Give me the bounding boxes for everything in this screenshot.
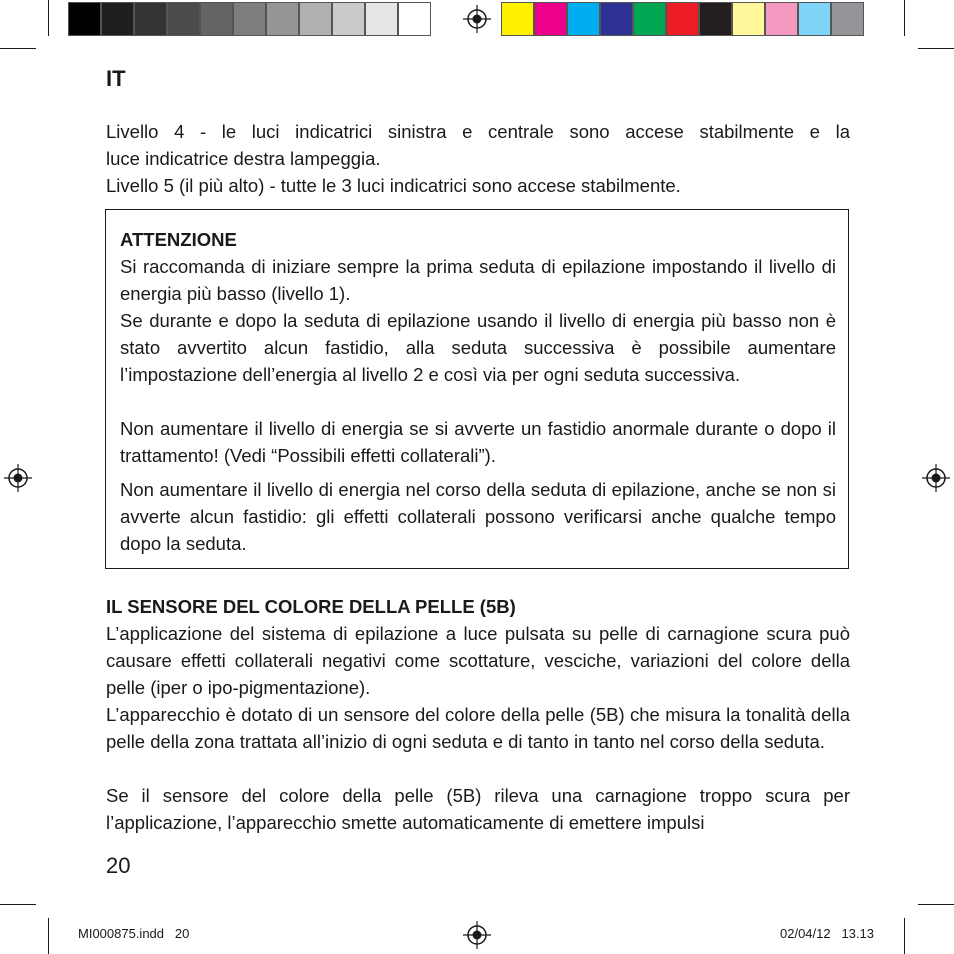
color-swatch xyxy=(534,2,567,36)
crop-mark xyxy=(0,48,36,49)
color-swatch xyxy=(68,2,101,36)
color-swatch xyxy=(299,2,332,36)
intro-line-3: Livello 5 (il più alto) - tutte le 3 luci indicatrici sono accese stabilmente. xyxy=(106,175,681,196)
page-number: 20 xyxy=(106,853,131,878)
warning-paragraph: Non aumentare il livello di energia se si avverte un fastidio anormale durante o dopo il trattamento! (Vedi “Possibili effetti collaterali”). xyxy=(120,418,836,466)
language-label: IT xyxy=(106,66,126,91)
color-swatch xyxy=(233,2,266,36)
section-paragraph: Se il sensore del colore della pelle (5B) rileva una carnagione troppo scura per l’applicazione, l’apparecchio smette automaticamente di emettere impulsi xyxy=(106,785,850,833)
warning-paragraph: Si raccomanda di iniziare sempre la prima seduta di epilazione impostando il livello di energia più basso (livello 1). xyxy=(120,256,836,304)
color-swatch xyxy=(633,2,666,36)
color-swatch xyxy=(600,2,633,36)
color-swatch xyxy=(567,2,600,36)
section-paragraph: L’applicazione del sistema di epilazione a luce pulsata su pelle di carnagione scura può causare effetti collaterali negativi come scottature, vesciche, variazioni del colore della pelle (iper o ipo-pigmentazione). xyxy=(106,623,850,698)
date-time-slug: 02/04/12 13.13 xyxy=(780,926,874,941)
color-swatch xyxy=(699,2,732,36)
crop-mark xyxy=(48,918,49,954)
color-swatch xyxy=(200,2,233,36)
color-swatch xyxy=(732,2,765,36)
grayscale-bar xyxy=(68,2,431,36)
warning-paragraph: Non aumentare il livello di energia nel corso della seduta di epilazione, anche se non si avverte alcun fastidio: gli effetti collaterali possono verificarsi anche qualche tempo dopo la seduta. xyxy=(120,479,836,554)
registration-mark-icon xyxy=(463,5,491,33)
color-swatch xyxy=(666,2,699,36)
warning-box xyxy=(105,209,849,569)
color-swatch xyxy=(501,2,534,36)
crop-mark xyxy=(0,904,36,905)
crop-mark xyxy=(918,48,954,49)
registration-mark-icon xyxy=(4,464,32,492)
color-swatch xyxy=(332,2,365,36)
intro-line-2: luce indicatrice destra lampeggia. xyxy=(106,148,381,169)
color-swatch xyxy=(798,2,831,36)
color-swatch xyxy=(831,2,864,36)
color-swatch xyxy=(167,2,200,36)
color-swatch xyxy=(365,2,398,36)
crop-mark xyxy=(904,0,905,36)
color-swatch xyxy=(101,2,134,36)
crop-mark xyxy=(48,0,49,36)
intro-line-1: Livello 4 - le luci indicatrici sinistra e centrale sono accese stabilmente e la xyxy=(106,121,850,142)
crop-mark xyxy=(904,918,905,954)
color-swatch xyxy=(765,2,798,36)
color-swatch xyxy=(398,2,431,36)
warning-title: ATTENZIONE xyxy=(120,229,237,250)
warning-paragraph: Se durante e dopo la seduta di epilazione usando il livello di energia più basso non è stato avvertito alcun fastidio, alla seduta successiva è possibile aumentare l’impostazione dell’energia al livello 2 e così via per ogni seduta successiva. xyxy=(120,310,836,385)
crop-mark xyxy=(918,904,954,905)
section-heading: IL SENSORE DEL COLORE DELLA PELLE (5B) xyxy=(106,596,516,617)
color-swatch xyxy=(134,2,167,36)
section-paragraph: L’apparecchio è dotato di un sensore del colore della pelle (5B) che misura la tonalità della pelle della zona trattata all’inizio di ogni seduta e di tanto in tanto nel corso della seduta. xyxy=(106,704,850,752)
registration-mark-icon xyxy=(922,464,950,492)
color-swatch xyxy=(266,2,299,36)
registration-mark-icon xyxy=(463,921,491,949)
color-bar xyxy=(501,2,864,36)
file-name-slug: MI000875.indd 20 xyxy=(78,926,190,941)
